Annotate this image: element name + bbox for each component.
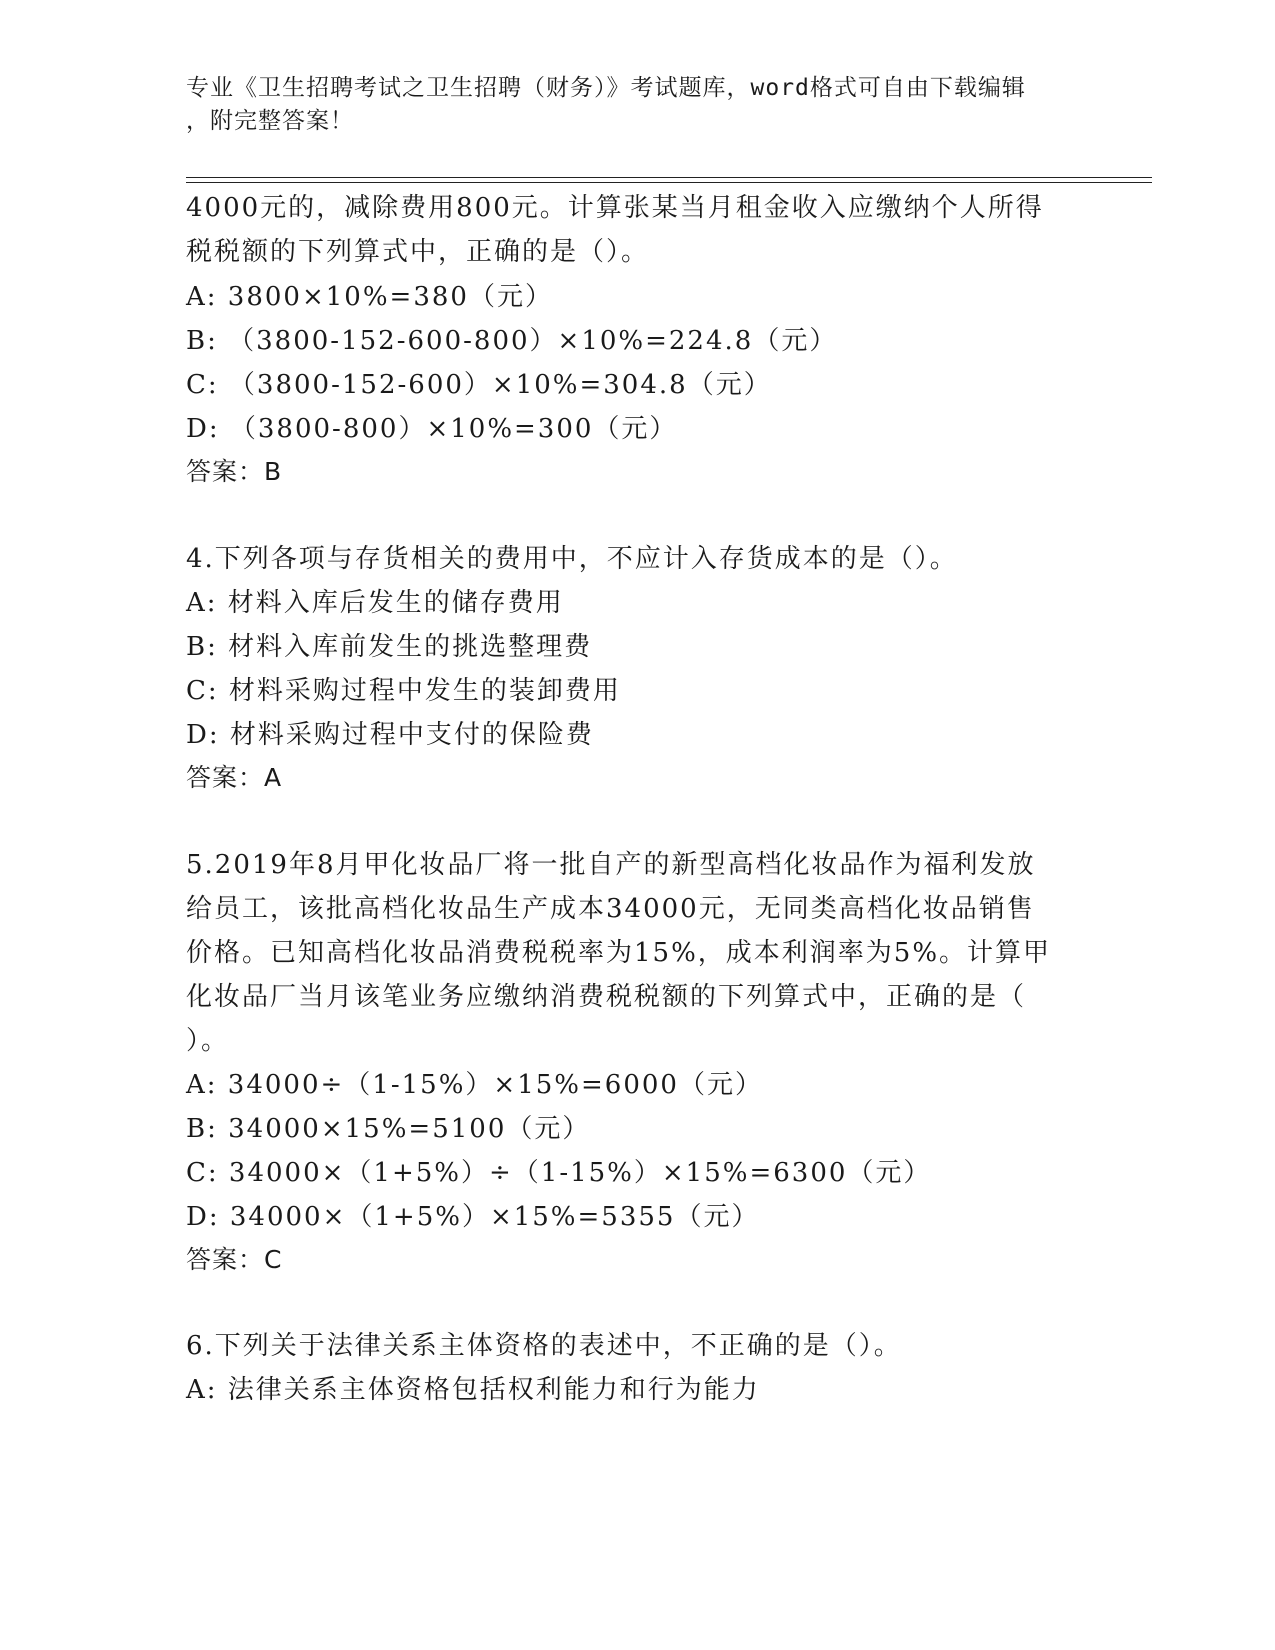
q3-stem-line-2: 税税额的下列算式中，正确的是（）。 bbox=[186, 237, 650, 267]
q5-stem-line-3: 价格。已知高档化妆品消费税税率为15%，成本利润率为5%。计算甲 bbox=[186, 938, 1052, 968]
q5-stem-line-4: 化妆品厂当月该笔业务应缴纳消费税税额的下列算式中，正确的是（ bbox=[186, 982, 1027, 1012]
q3-option-a: A: 3800×10%=380（元） bbox=[186, 282, 553, 312]
q4-option-b: B: 材料入库前发生的挑选整理费 bbox=[186, 632, 593, 662]
header-divider-top bbox=[186, 177, 1152, 178]
q3-option-c: C: （3800-152-600）×10%=304.8（元） bbox=[186, 370, 772, 400]
q5-option-b: B: 34000×15%=5100（元） bbox=[186, 1114, 591, 1144]
q4-stem-line-1: 4.下列各项与存货相关的费用中，不应计入存货成本的是（）。 bbox=[186, 544, 958, 574]
q5-stem-line-2: 给员工，该批高档化妆品生产成本34000元，无同类高档化妆品销售 bbox=[186, 894, 1035, 924]
q5-stem-line-5: ）。 bbox=[186, 1026, 230, 1056]
q5-answer: 答案：C bbox=[186, 1245, 283, 1274]
header-line-2: ，附完整答案！ bbox=[186, 108, 354, 134]
q5-option-a: A: 34000÷（1-15%）×15%=6000（元） bbox=[186, 1070, 763, 1100]
q4-option-d: D: 材料采购过程中支付的保险费 bbox=[186, 720, 594, 750]
header-divider-bottom bbox=[186, 182, 1152, 183]
document-header bbox=[186, 72, 1066, 138]
q3-option-b: B: （3800-152-600-800）×10%=224.8（元） bbox=[186, 326, 838, 356]
q4-option-c: C: 材料采购过程中发生的装卸费用 bbox=[186, 676, 621, 706]
q5-option-c: C: 34000×（1+5%）÷（1-15%）×15%=6300（元） bbox=[186, 1158, 932, 1188]
q3-answer: 答案：B bbox=[186, 457, 283, 486]
q4-option-a: A: 材料入库后发生的储存费用 bbox=[186, 588, 564, 618]
header-line-1: 专业《卫生招聘考试之卫生招聘（财务）》考试题库，word格式可自由下载编辑 bbox=[186, 75, 1026, 101]
q5-option-d: D: 34000×（1+5%）×15%=5355（元） bbox=[186, 1202, 760, 1232]
q3-option-d: D: （3800-800）×10%=300（元） bbox=[186, 414, 678, 444]
q6-option-a: A: 法律关系主体资格包括权利能力和行为能力 bbox=[186, 1375, 760, 1405]
q3-stem-line-1: 4000元的，减除费用800元。计算张某当月租金收入应缴纳个人所得 bbox=[186, 193, 1044, 223]
q5-stem-line-1: 5.2019年8月甲化妆品厂将一批自产的新型高档化妆品作为福利发放 bbox=[186, 850, 1036, 880]
q6-stem-line-1: 6.下列关于法律关系主体资格的表述中，不正确的是（）。 bbox=[186, 1331, 902, 1361]
q4-answer: 答案：A bbox=[186, 763, 283, 792]
